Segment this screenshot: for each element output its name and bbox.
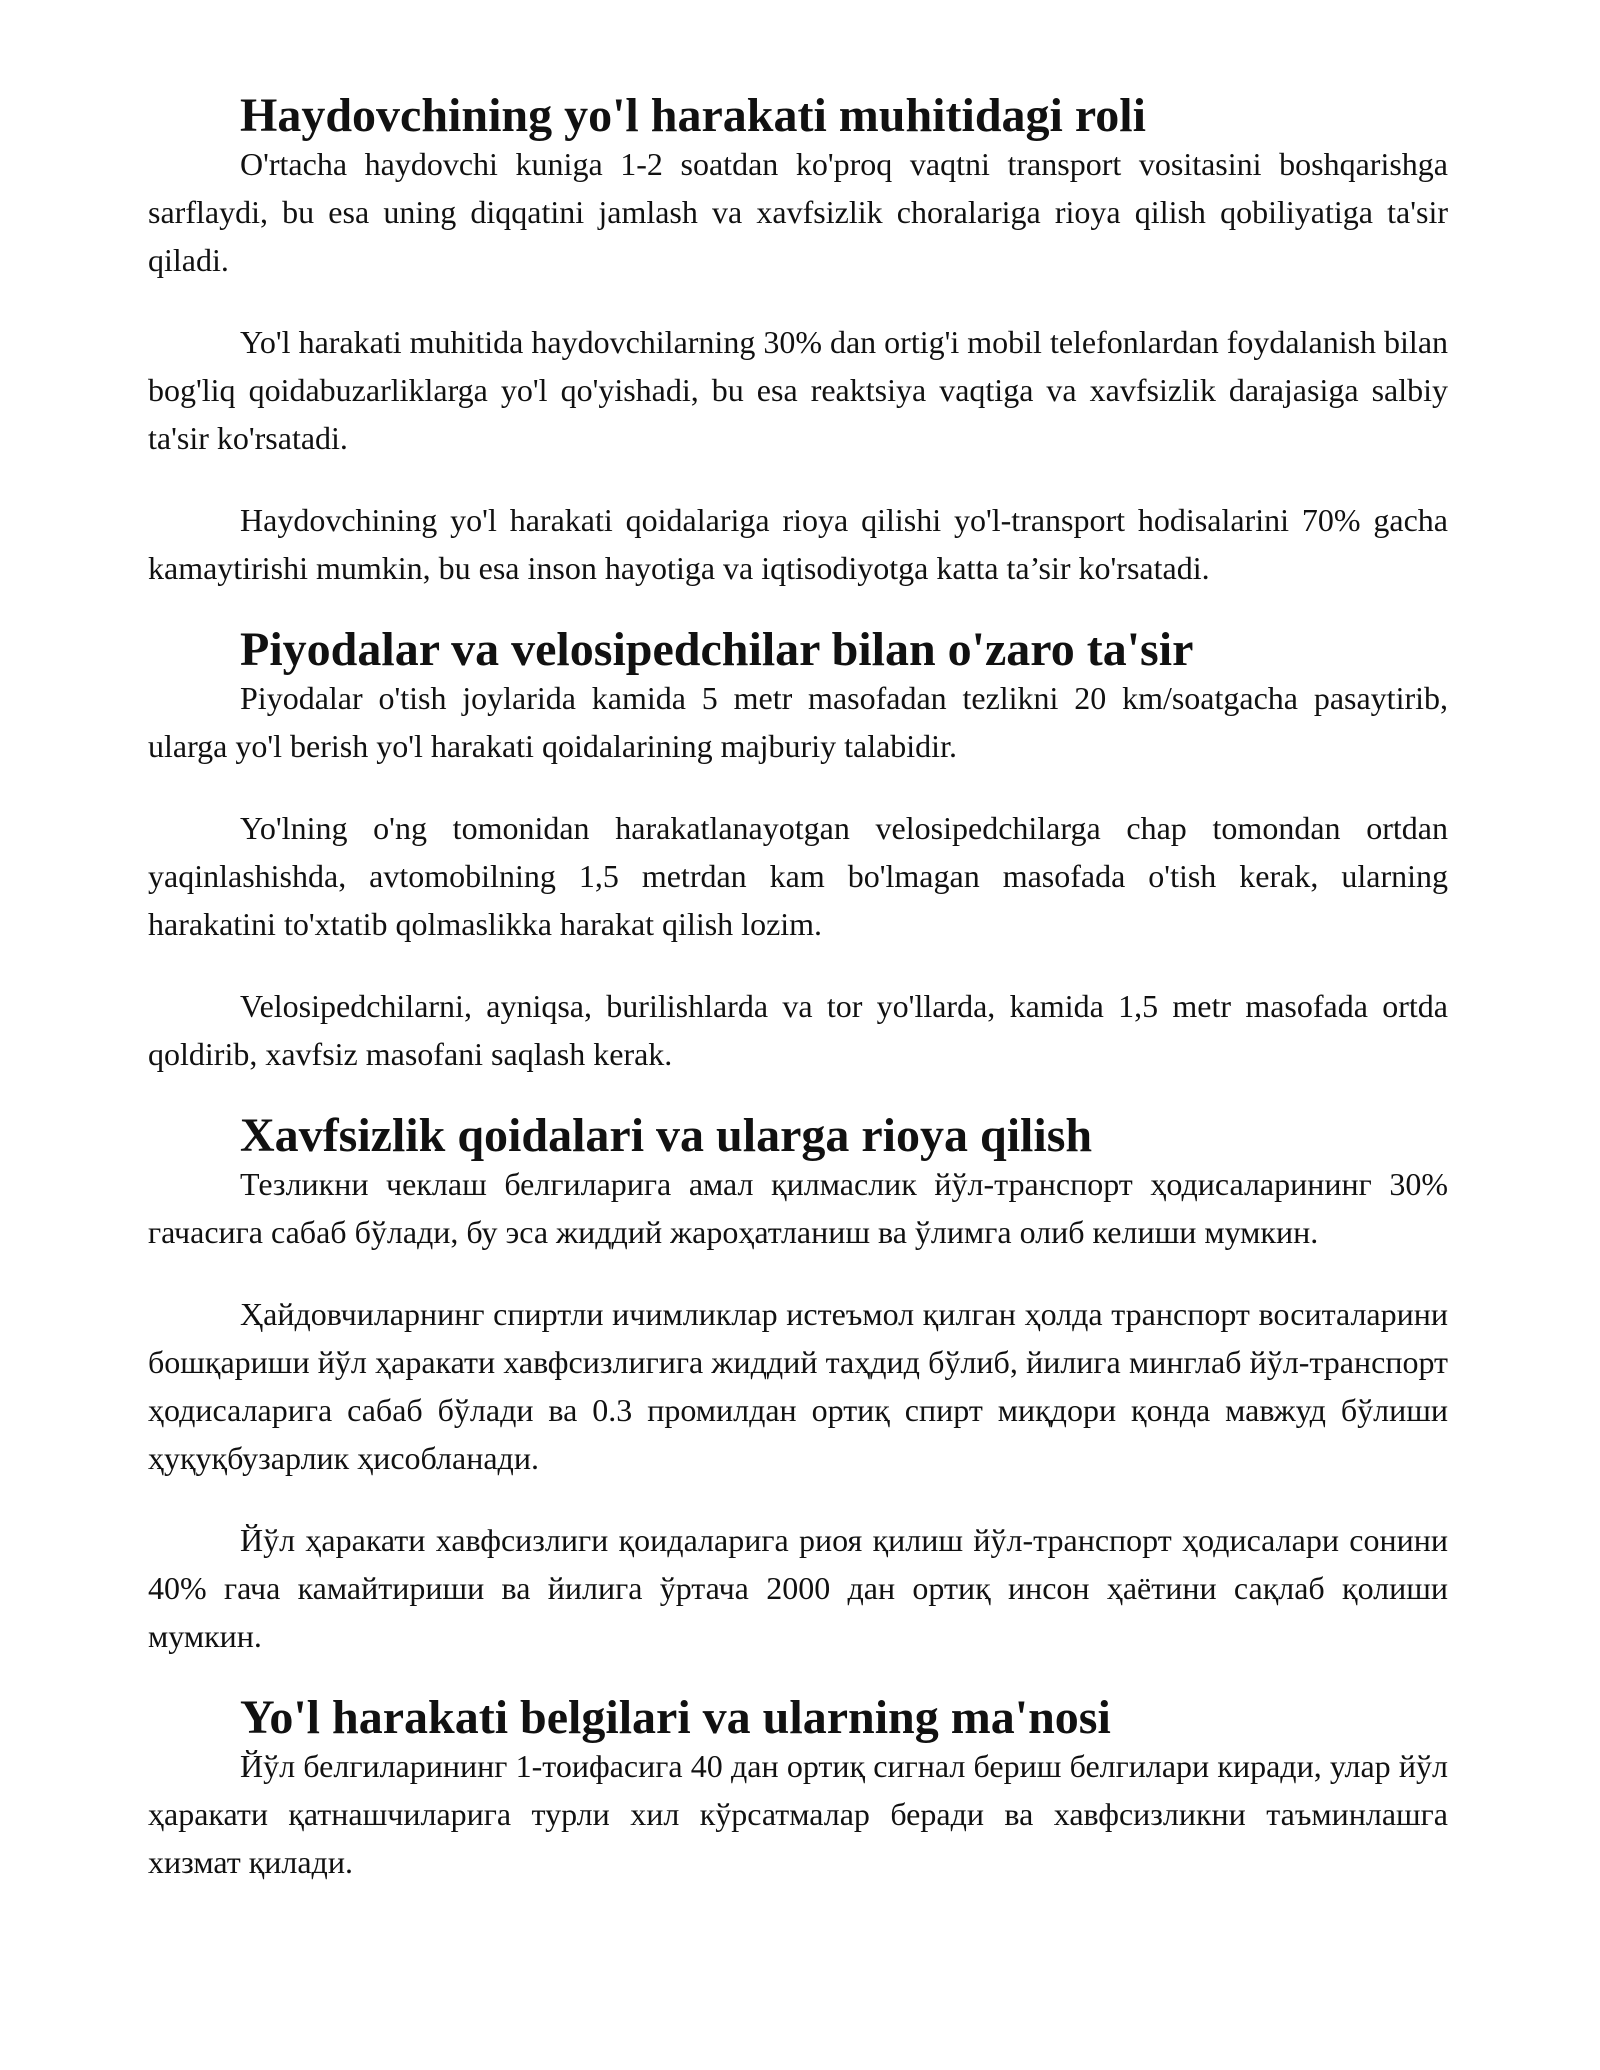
paragraph-gap: [148, 284, 1448, 318]
section-gap: [148, 1660, 1448, 1694]
paragraph: Yo'lning o'ng tomonidan harakatlanayotgan velosipedchilarga chap tomondan ortdan yaqinlashishda, avtomobilning 1,5 metrdan kam bo'lmagan masofada o'tish kerak, ularning harakatini to'xtatib qolmaslikka harakat qilish lozim.: [148, 810, 1448, 942]
paragraph: Тезликни чеклаш белгиларига амал қилмаслик йўл-транспорт ҳодисаларининг 30% гачасига сабаб бўлади, бу эса жиддий жароҳатланиш ва ўлимга олиб келиши мумкин.: [148, 1166, 1448, 1250]
paragraph: Velosipedchilarni, ayniqsa, burilishlarda va tor yo'llarda, kamida 1,5 metr masofada ortda qoldirib, xavfsiz masofani saqlash kerak.: [148, 988, 1448, 1072]
paragraph: Йўл ҳаракати хавфсизлиги қоидаларига риоя қилиш йўл-транспорт ҳодисалари сонини 40% гача камайтириши ва йилига ўртача 2000 дан ортиқ инсон ҳаётини сақлаб қолиши мумкин.: [148, 1522, 1448, 1654]
paragraph: Haydovchining yo'l harakati qoidalariga rioya qilishi yo'l-transport hodisalarini 70% gacha kamaytirishi mumkin, bu esa inson hayotiga va iqtisodiyotga katta ta’sir ko'rsatadi.: [148, 502, 1448, 586]
section-title: Xavfsizlik qoidalari va ularga rioya qilish: [240, 1109, 1093, 1162]
paragraph-gap: [148, 948, 1448, 982]
paragraph-gap: [148, 1256, 1448, 1290]
section-gap: [148, 1078, 1448, 1112]
section-title: Piyodalar va velosipedchilar bilan o'zaro ta'sir: [240, 623, 1194, 676]
document-page: [148, 89, 1449, 1886]
paragraph: Йўл белгиларининг 1-тоифасига 40 дан ортиқ сигнал бериш белгилари киради, улар йўл ҳаракати қатнашчиларига турли хил кўрсатмалар беради ва хавфсизликни таъминлашга хизмат қилади.: [148, 1748, 1448, 1880]
paragraph-gap: [148, 1482, 1448, 1516]
section-gap: [148, 592, 1448, 626]
paragraph: Ҳайдовчиларнинг спиртли ичимликлар истеъмол қилган ҳолда транспорт воситаларини бошқариши йўл ҳаракати хавфсизлигига жиддий таҳдид бўлиб, йилига минглаб йўл-транспорт ҳодисаларига сабаб бўлади ва 0.3 промилдан ортиқ спирт миқдори қонда мавжуд бўлиши ҳуқуқбузарлик ҳисобланади.: [148, 1296, 1448, 1476]
paragraph-gap: [148, 770, 1448, 804]
paragraph: Piyodalar o'tish joylarida kamida 5 metr masofadan tezlikni 20 km/soatgacha pasaytirib, ularga yo'l berish yo'l harakati qoidalarining majburiy talabidir.: [148, 680, 1448, 764]
paragraph-gap: [148, 462, 1448, 496]
section-title: Yo'l harakati belgilari va ularning ma'nosi: [240, 1691, 1111, 1744]
paragraph: Yo'l harakati muhitida haydovchilarning 30% dan ortig'i mobil telefonlardan foydalanish bilan bog'liq qoidabuzarliklarga yo'l qo'yishadi, bu esa reaktsiya vaqtiga va xavfsizlik darajasiga salbiy ta'sir ko'rsatadi.: [148, 324, 1449, 456]
paragraph: O'rtacha haydovchi kuniga 1-2 soatdan ko'proq vaqtni transport vositasini boshqarishga sarflaydi, bu esa uning diqqatini jamlash va xavfsizlik choralariga rioya qilish qobiliyatiga ta'sir qiladi.: [148, 146, 1448, 278]
section-title: Haydovchining yo'l harakati muhitidagi roli: [240, 89, 1146, 142]
